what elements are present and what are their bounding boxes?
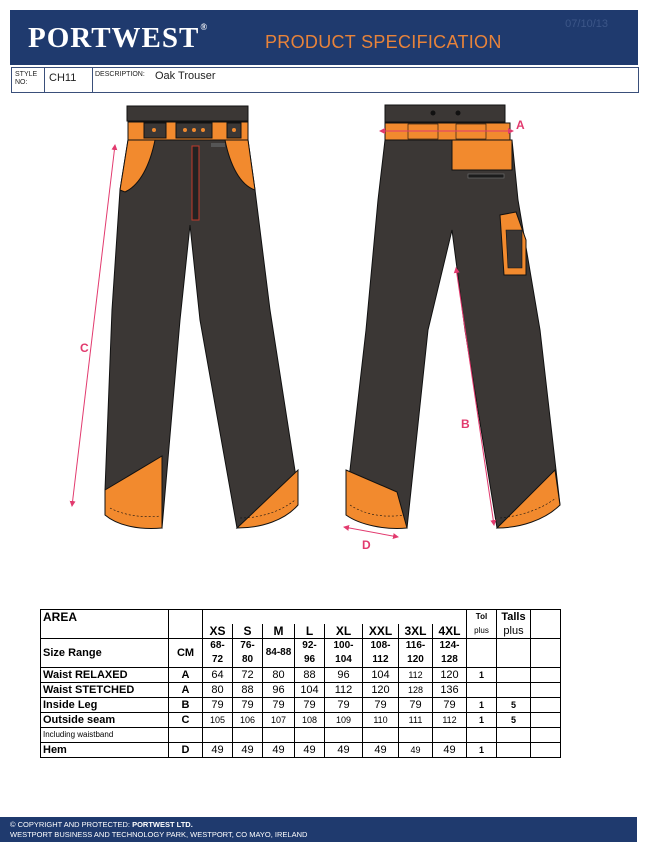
value-cell: 104 <box>363 668 399 683</box>
brand-name: PORTWEST <box>28 22 200 54</box>
value-cell <box>233 728 263 743</box>
registered-mark: ® <box>200 22 209 32</box>
table-row <box>41 668 561 683</box>
value-cell: 49 <box>203 743 233 758</box>
value-cell: 109 <box>325 713 363 728</box>
value-cell: 136 <box>433 683 467 698</box>
blank-cell <box>531 743 561 758</box>
value-cell: 80 <box>263 668 295 683</box>
table-row <box>41 698 561 713</box>
copyright-text: © COPYRIGHT AND PROTECTED: <box>10 820 130 829</box>
blank-cell <box>531 728 561 743</box>
brand-logo <box>28 22 208 55</box>
value-cell: 112 <box>325 683 363 698</box>
tol-plus: plus <box>467 624 497 639</box>
talls-label: Talls <box>497 610 531 625</box>
style-info-row <box>11 67 639 93</box>
value-cell: 49 <box>433 743 467 758</box>
tol-cell: 1 <box>467 713 497 728</box>
value-cell: 106 <box>233 713 263 728</box>
row-label: Including waistband <box>41 728 169 743</box>
size-range-cell: 84-88 <box>263 639 295 668</box>
value-cell: 79 <box>263 698 295 713</box>
talls-cell <box>497 743 531 758</box>
value-cell: 88 <box>233 683 263 698</box>
row-code: A <box>169 683 203 698</box>
row-label: Waist STETCHED <box>41 683 169 698</box>
style-label-cell <box>12 68 45 92</box>
blank-cell <box>531 668 561 683</box>
value-cell: 49 <box>295 743 325 758</box>
value-cell: 104 <box>295 683 325 698</box>
value-cell: 96 <box>263 683 295 698</box>
value-cell: 112 <box>399 668 433 683</box>
talls-plus: plus <box>497 624 531 639</box>
size-range-cell: 92-96 <box>295 639 325 668</box>
header-bar <box>10 10 638 65</box>
value-cell: 111 <box>399 713 433 728</box>
value-cell: 49 <box>233 743 263 758</box>
company-name: PORTWEST LTD. <box>132 820 193 829</box>
value-cell: 107 <box>263 713 295 728</box>
blank-cell <box>531 683 561 698</box>
talls-cell: 5 <box>497 713 531 728</box>
label-d: D <box>362 538 371 552</box>
size-xs: XS <box>203 624 233 639</box>
size-range-cell: 68-72 <box>203 639 233 668</box>
footer-copyright <box>10 820 193 829</box>
value-cell: 49 <box>363 743 399 758</box>
value-cell: 49 <box>263 743 295 758</box>
value-cell: 79 <box>203 698 233 713</box>
size-range-cell: 108-112 <box>363 639 399 668</box>
table-row <box>41 713 561 728</box>
table-row <box>41 743 561 758</box>
document-date: 07/10/13 <box>565 18 608 30</box>
row-code: C <box>169 713 203 728</box>
size-range-cell: 124-128 <box>433 639 467 668</box>
size-range-row <box>41 639 561 668</box>
value-cell: 96 <box>325 668 363 683</box>
table-header-row <box>41 610 561 625</box>
blank-cell <box>531 713 561 728</box>
area-label: AREA <box>41 610 169 639</box>
value-cell: 80 <box>203 683 233 698</box>
footer-bar <box>0 817 637 842</box>
size-xxl: XXL <box>363 624 399 639</box>
description-label: DESCRIPTION: <box>95 71 145 78</box>
size-spec-table <box>40 609 561 758</box>
value-cell: 110 <box>363 713 399 728</box>
size-m: M <box>263 624 295 639</box>
value-cell: 128 <box>399 683 433 698</box>
size-l: L <box>295 624 325 639</box>
value-cell <box>203 728 233 743</box>
size-4xl: 4XL <box>433 624 467 639</box>
value-cell <box>399 728 433 743</box>
row-code: D <box>169 743 203 758</box>
row-label: Inside Leg <box>41 698 169 713</box>
label-a: A <box>516 118 525 132</box>
value-cell: 120 <box>433 668 467 683</box>
size-range-label: Size Range <box>41 639 169 668</box>
value-cell <box>263 728 295 743</box>
value-cell: 120 <box>363 683 399 698</box>
tol-cell <box>467 683 497 698</box>
value-cell <box>325 728 363 743</box>
style-no-cell <box>45 68 93 92</box>
talls-cell <box>497 668 531 683</box>
value-cell <box>433 728 467 743</box>
talls-cell <box>497 728 531 743</box>
style-label: STYLE NO: <box>15 71 38 86</box>
value-cell: 105 <box>203 713 233 728</box>
description-cell <box>93 68 637 92</box>
size-xl: XL <box>325 624 363 639</box>
row-label: Outside seam <box>41 713 169 728</box>
footer-address: WESTPORT BUSINESS AND TECHNOLOGY PARK, WESTPORT, CO MAYO, IRELAND <box>10 830 308 839</box>
tol-cell: 1 <box>467 743 497 758</box>
back-view <box>346 105 560 528</box>
row-label: Waist RELAXED <box>41 668 169 683</box>
tol-label: Tol <box>467 610 497 625</box>
value-cell: 49 <box>399 743 433 758</box>
value-cell <box>295 728 325 743</box>
value-cell: 108 <box>295 713 325 728</box>
size-range-cell: 116-120 <box>399 639 433 668</box>
value-cell: 79 <box>433 698 467 713</box>
value-cell: 79 <box>363 698 399 713</box>
table-row <box>41 683 561 698</box>
value-cell: 88 <box>295 668 325 683</box>
value-cell: 79 <box>233 698 263 713</box>
row-code: B <box>169 698 203 713</box>
talls-cell <box>497 683 531 698</box>
row-code: A <box>169 668 203 683</box>
tol-cell <box>467 728 497 743</box>
document-title: PRODUCT SPECIFICATION <box>265 32 502 52</box>
talls-cell: 5 <box>497 698 531 713</box>
value-cell: 112 <box>433 713 467 728</box>
size-s: S <box>233 624 263 639</box>
value-cell: 64 <box>203 668 233 683</box>
value-cell: 72 <box>233 668 263 683</box>
front-view <box>105 106 298 528</box>
value-cell: 79 <box>399 698 433 713</box>
label-c: C <box>80 341 89 355</box>
spec-rows <box>41 668 561 758</box>
value-cell: 49 <box>325 743 363 758</box>
blank-cell <box>531 698 561 713</box>
value-cell: 79 <box>295 698 325 713</box>
description-value: Oak Trouser <box>155 70 216 82</box>
size-3xl: 3XL <box>399 624 433 639</box>
size-range-cell: 100-104 <box>325 639 363 668</box>
row-label: Hem <box>41 743 169 758</box>
tol-cell: 1 <box>467 668 497 683</box>
row-code <box>169 728 203 743</box>
size-range-cell: 76-80 <box>233 639 263 668</box>
unit-label: CM <box>169 639 203 668</box>
value-cell: 79 <box>325 698 363 713</box>
tol-cell: 1 <box>467 698 497 713</box>
style-number: CH11 <box>49 72 77 84</box>
trouser-technical-drawing <box>0 95 651 605</box>
value-cell <box>363 728 399 743</box>
table-row <box>41 728 561 743</box>
label-b: B <box>461 417 470 431</box>
